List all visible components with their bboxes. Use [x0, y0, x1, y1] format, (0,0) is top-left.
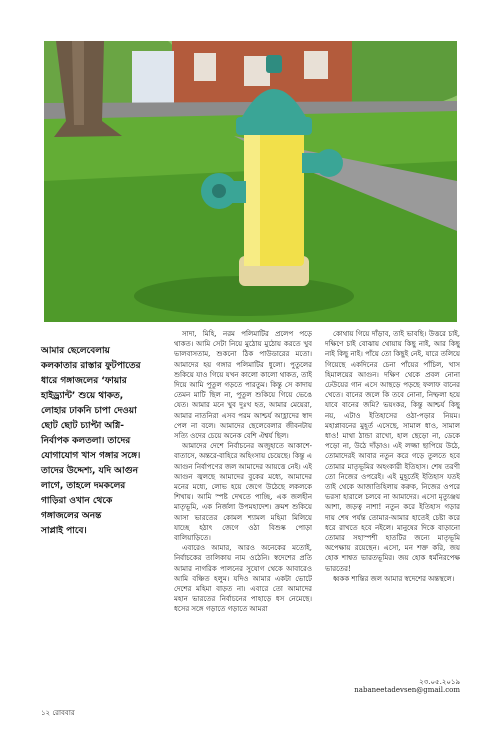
intro-line: নির্বাপক কলতলা। তাদের — [41, 436, 131, 446]
photo-illustration — [44, 41, 457, 322]
intro-line: কলকাতার রাস্তার ফুটপাতের — [41, 361, 141, 371]
intro-callout — [41, 344, 159, 539]
intro-line: আমার ছেলেবেলায় — [41, 346, 110, 356]
intro-line: লোহার ঢাকনি চাপা দেওয়া — [41, 406, 137, 416]
paragraph: কোথায় গিয়ে দাঁড়াব, তাই ভাবছি। উত্তরে চাই, দক্ষিণে চাই বোঝায় থোয়ায় কিছু নাই, আর কিছু নাই কিছু নাই। পাঁয়ে তো কিছুই নেই, যারে তলিয়ে গিয়েছে একদিনের চেনা পাঁয়ের পাঁচিল, খাস হিমালয়ের আগুন। দক্ষিণ থেকে প্রবল নোনা ঢেউয়ের গান এসে আছড়ে পড়ছে ফলাফ বানের খেতে। বানের জলে কি তবে নোনা, নিষ্ফলা হয়ে যাবে বানের জমি? ভয়ংকর, কিন্তু আশ্চর্য কিছু নয়, এটাও ইতিহাসের ওঠা-পড়ার নিয়ম। মহাপ্লাবনের মুহূর্ত এসেছে, সামাল ধাও, সামাল ধাও! মাথা ঠান্ডা রাখো, হাল ছেড়ো না, ডেকে পড়ো না, উঠে দাঁড়াও। এই লজ্জা ছাপিয়ে উঠে, তোমাদেরই আবার নতুন করে গড়ে তুলতে হবে তোমার মাতৃভূমির অহংকারী ইতিহাস। শেষ তরণী তো নিজের ওপরেই। এই মুহূর্তেই ইতিহাস যতই তাই থেকে আজাতিহিলায় করুক, নিজের ওপরে ভরসা হারালে চলবে না আমাদের। এসো মৃত্যুঞ্জয় আশা, জড়ত্ব নাশা! নতুন করে ইতিহাস গড়ার দায় শেষ পর্যন্ত তোমার-আমার হাতেই চেষ্টা করে ধরে রাখতে হবে নইলে। মানুষের দিকে বাড়ানো তোমার সহাস্পশী হাতটির জন্যে মাতৃভূমি অপেক্ষায় রয়েছেন। এসো, মন শক্ত করি, জয় হোক শাশ্বত ভারতভূমির। জয় হোক ধর্মনিরপেক্ষ ভারতের! — [325, 330, 460, 573]
intro-line: গাড়িরা ওখান থেকে — [41, 496, 113, 506]
article-column-1 — [174, 329, 312, 701]
intro-line: তাদের উদ্দেশ্য, যদি আগুন — [41, 466, 139, 476]
intro-line: হাইড্র্যান্ট’ শুয়ে থাকত, — [41, 391, 124, 401]
paragraph: আমাদের দেশে নির্বাচনের অজুহাতে আকাশে-বাতাসে, অন্তরে-বাহিরে অহিংসায় চেয়েছে। কিন্তু এ আগুন নির্বাপণের জল আমাদের আয়ত্তে নেই। এই আগুন জ্বলছে আমাদের বুকের মধ্যে, আমাদের মনের মধ্যে, লোভ হয়ে জেগে উঠেছে লকলকে শিখায়। আমি স্পষ্ট দেখতে পাচ্ছি, এক জলহীন মাতৃভূমি, এক নির্জলা উপমহাদেশ। ক্রমশ শুকিয়ে আসা ভারতের কোমল শ্যামল মহিমা মিলিয়ে যাচ্ছে হঠাৎ জেগে ওঠা বিশুষ্ক পোড়া বালিয়াড়িতে। — [174, 442, 312, 543]
intro-line: গঙ্গাজলের অনন্ত — [41, 511, 102, 521]
intro-line: যোগাযোগ খাস গঙ্গার সঙ্গে। — [41, 451, 141, 461]
intro-line: ছোট ছোট চ্যাপ্টা অগ্নি- — [41, 421, 125, 431]
intro-line: লাগে, তাহলে দমকলের — [41, 481, 126, 491]
paragraph: ধ্বকক শান্তির জল আমার স্বদেশের অন্তস্থলে। — [333, 574, 455, 583]
page-footer: ১২ রোববার — [41, 709, 75, 717]
intro-line: সাপ্লাই পাবে। — [41, 526, 87, 536]
author-email: nabaneetadevsen@gmail.com — [354, 686, 460, 694]
paragraph: এবারেও আমার, আরও অনেকের মতোই, নির্বাচকের তালিকায় নাম ওঠেনি। স্বদেশের প্রতি আমার নাগরিক পালনের সুযোগ থেকে আবারেও আমি বঞ্চিত হলুম। যদিও আমার একটা ভোটে দেশের মহিমা বাড়ত না। এবারে তো আমাদের মহান ভারতের নির্বাচনের পাহাড়ে ধস নেমেছে। ধসের সঙ্গে গড়াতে গড়াতে আমরা — [174, 544, 312, 614]
article-column-2 — [325, 329, 460, 699]
paragraph: সাদা, মিহি, নরম পলিমাটির প্রলেপ পড়ে থাকত। আমি সেটা নিয়ে মুঠোয় মুঠোয় করতে খুব ভালবাসতাম, শুকনো ঠিক পাউডারের মতো। আমাদের হয় গঙ্গার পলিমাটির ধুলো। পুতুলের শুকিয়ে যাও গিয়ে যখন কালো কালো থাকত, তাই দিয়ে আমি পুতুল গড়তে পারতুম। কিন্তু সে কাদায় তেমন মাটি ছিল না, পুতুল শুকিয়ে গিয়ে ভেঙে যেত। আমার মনে খুব দুঃখ হত, আমার মেয়েরা, আমার নাতনিরা এসব পরম আশ্চর্য আহ্লাদের স্বাদ পেল না বলে। আমাদের ছেলেবেলার জীবনটায় সত্যি ওদের চেয়ে অনেক বেশি ঐশ্বর্য ছিল। — [174, 330, 312, 441]
fire-hydrant-photo — [44, 41, 457, 322]
article-date: ২৩.০৫.২০১৯ — [419, 678, 460, 686]
intro-line: ধারে গঙ্গাজলের ‘ফায়ার — [41, 376, 127, 386]
